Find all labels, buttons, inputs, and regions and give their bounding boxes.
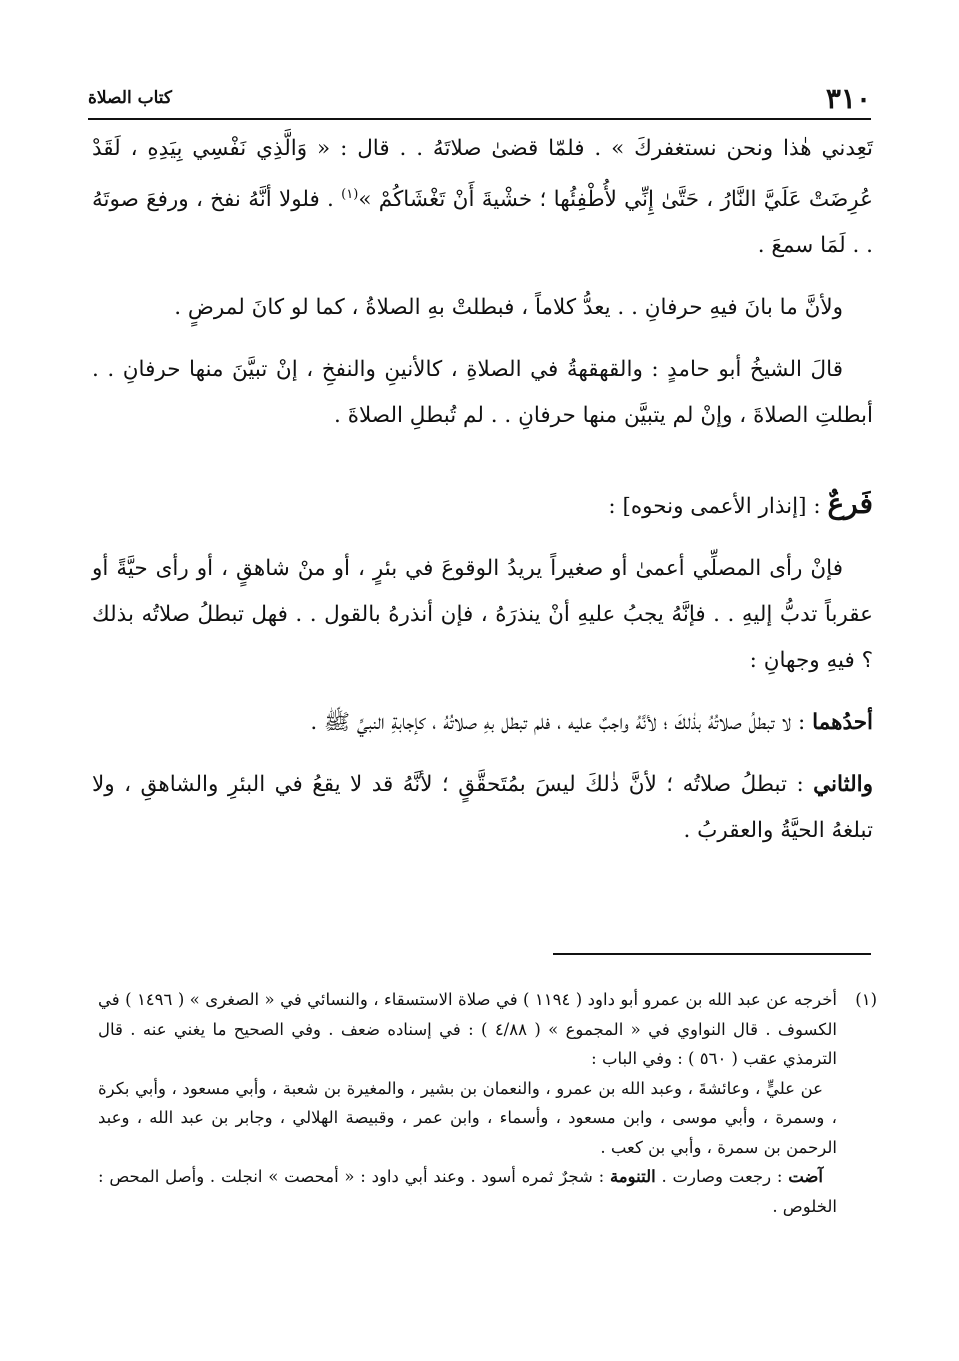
page-header [88,81,871,115]
footnote-separator [553,953,871,955]
section-gap [92,455,873,481]
running-title: كتاب الصلاة [88,88,173,108]
section-title: : [إنذار الأعمى ونحوه] : [608,494,828,520]
footnote-number: (١) [855,990,877,1009]
paragraph-hadith [92,126,873,269]
footnote-entry [98,985,877,1221]
first-view-label: أحدُهما [812,710,873,736]
footnote-area [98,985,877,1221]
footnote-reference[interactable]: (١) [341,187,359,202]
far-label: فَرعٌ [827,487,873,521]
gloss-term-tannuma: التنومة [609,1167,656,1186]
paragraph-warning: فإنْ رأى المصلِّي أعمىٰ أو صغيراً يريدُ الوقوعَ في بئرٍ ، أو منْ شاهقٍ ، أو رأى حيَّةً أو عقرباً تدبُّ إليهِ . . فإنَّهُ يجبُ عليهِ أنْ ينذرَهُ ، فإن أنذرهُ بالقول . . فهل تبطلُ صلاتُه بذلك ؟ فيهِ وجهانِ : [92,556,873,674]
header-rule [88,118,871,120]
page-number: ٣١٠ [825,81,871,115]
footnote-text [98,985,837,1221]
second-view-text: : تبطلُ صلاتُه ؛ لأنَّ ذٰلكَ ليسَ بمُتَحقَّقٍ ؛ لأنَّهُ قد لا يقعُ في البئرِ والشاهقِ ، ولا تبلغهُ الحيَّةُ والعقربُ . [92,772,873,844]
footnote-line-source: أخرجه عن عبد الله بن عمرو أبو داود ( ١١٩٤ ) في صلاة الاستسقاء ، والنسائي في « الصغرى » ( ١٤٩٦ ) في الكسوف . قال النواوي في « المجموع » ( ٤/٨٨ ) : في إسناده ضعف . وفي الصحيح ما يغني عنه . قال الترمذي عقب ( ٥٦٠ ) : وفي الباب : [98,990,837,1068]
gloss-def-adat: : رجعت وصارت . [655,1167,789,1186]
paragraph-abu-hamid: قالَ الشيخُ أبو حامدٍ : والقهقهةُ في الصلاةِ ، كالأنينِ والنفخِ ، إنْ تبيَّنَ منها حرفانِ . . أبطلتِ الصلاةَ ، وإنْ لم يتبيَّن منها حرفانِ . . لم تُبطلِ الصلاةَ . [92,357,873,429]
gloss-term-adat: آضت [788,1167,823,1186]
gloss-def-tannuma: : شجرٌ ثمره أسود . وعند أبي داود : « أمحصت » انجلت . وأصل المحص : الخلوص . [98,1167,837,1216]
paragraph-two-letters: ولأنَّ ما بانَ فيهِ حرفانِ . . يعدُّ كلاماً ، فبطلتْ بهِ الصلاةُ ، كما لو كانَ لمرضٍ . [174,295,843,321]
footnote-line-glossary [98,1162,837,1221]
section-heading [92,481,873,530]
footnote-line-narrators: عن عليٍّ ، وعائشةَ ، وعبد الله بن عمرو ، والنعمان بن بشير ، والمغيرة بن شعبة ، وأبي مسعود ، وأبي بكرة ، وسمرة ، وأبي موسى ، وابن مسعود ، وأسماء ، وابن عمر ، وقبيصة الهلالي ، وجابر بن عبد الله ، وعبد الرحمن بن سمرة ، وأبي بن كعب . [98,1078,837,1157]
main-text [92,126,873,870]
paragraph-first-view [92,700,873,746]
first-view-text: : لا تبطلُ صلاتُهُ بذٰلكَ ؛ لأنَّهُ واجبٌ عليه ، فلم تبطل بهِ صلاتُهُ ، كإجابةِ النبيِّ ﷺ . [310,710,813,736]
paragraph-second-view [92,762,873,854]
hadith-text: تَعِدني هٰذا ونحن نستغفركَ » . فلمّا قضىٰ صلاتَهُ . . قال : « وَالَّذِي نَفْسِي بِيَدِهِ ، لَقَدْ عُرِضَتْ عَلَيَّ النَّارُ ، حَتَّىٰ إِنِّي لأُطْفِئُها ؛ خشْيةَ أَنْ تَغْشَاكُمْ » [92,136,873,213]
second-view-label: والثاني [813,772,873,798]
hadith-conclusion: . فلولا أنَّهُ نفخ ، ورفعَ صوتَهُ . . لَمَا سمعَ . [92,187,873,259]
